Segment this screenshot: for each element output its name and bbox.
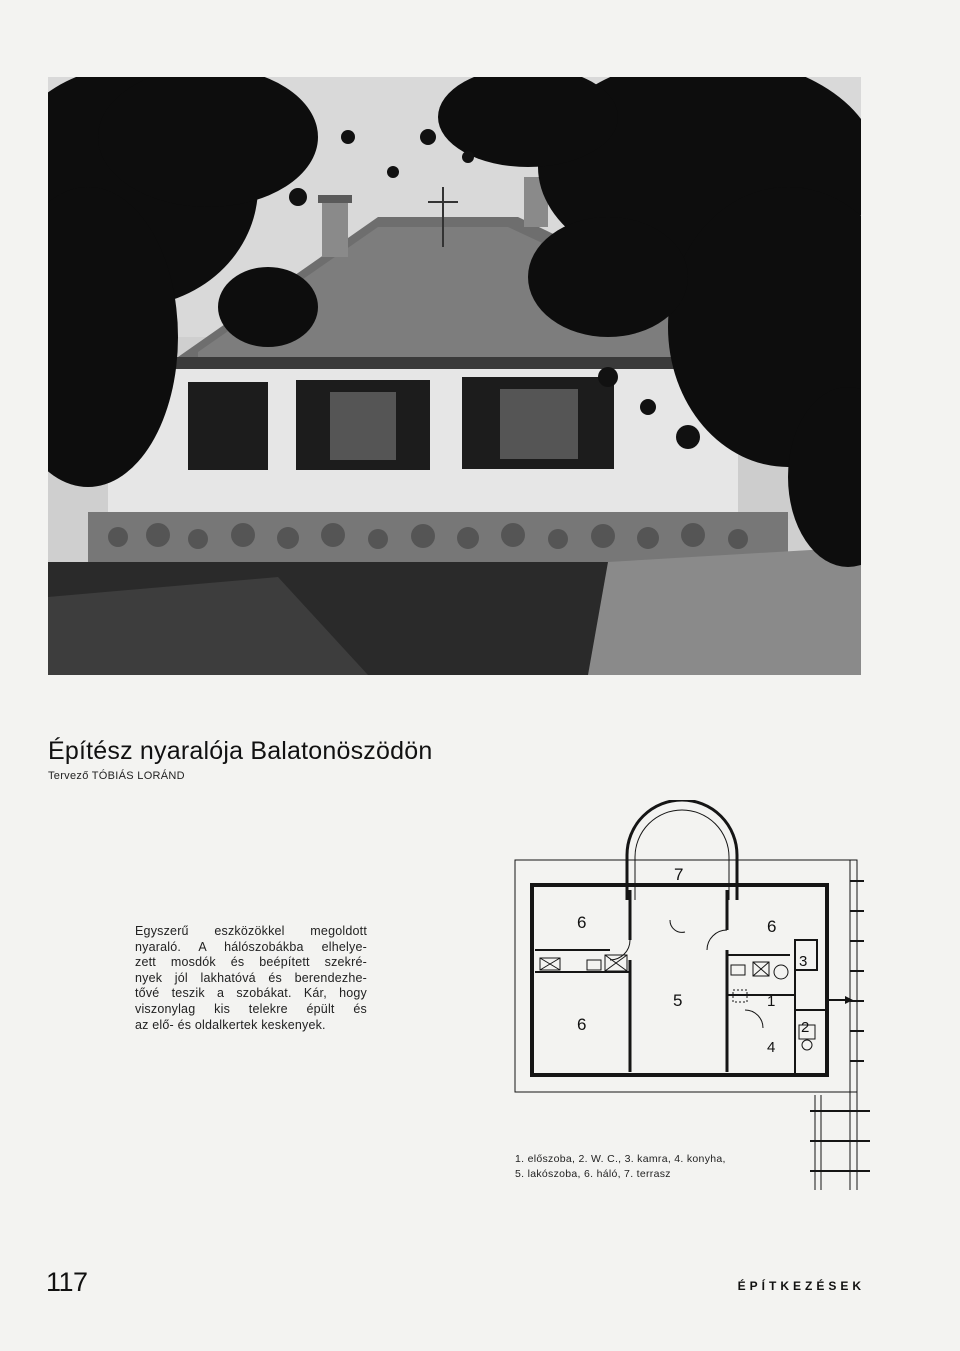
room-label-bedroom: 6 [577,1015,587,1034]
body-line: zett mosdók és beépített szekré- [135,955,367,970]
article-title: Építész nyaralója Balatonöszödön [48,737,433,765]
body-line: nyaraló. A hálószobákba elhelye- [135,939,367,954]
floor-plan [505,800,875,1195]
journal-name: ÉPÍTKEZÉSEK [737,1279,865,1293]
room-label-hall: 1 [767,993,776,1010]
room-label-wc: 2 [801,1019,810,1036]
legend-line: 5. lakószoba, 6. háló, 7. terrasz [515,1168,671,1180]
body-line: viszonylag kis telekre épült és [135,1001,367,1016]
body-line: tővé teszik a szobákat. Kár, hogy [135,986,367,1001]
room-label-pantry: 3 [799,953,808,970]
article-subtitle: Tervező TÓBIÁS LORÁND [48,770,185,782]
room-label-bedroom: 6 [577,913,587,932]
article-body [135,924,367,1033]
legend-line: 1. előszoba, 2. W. C., 3. kamra, 4. konyha, [515,1153,726,1165]
room-label-living: 5 [673,991,683,1010]
floor-plan-drawing [505,800,875,1195]
house-photo [48,77,861,675]
body-line: nyek jól lakhatóvá és berendezhe- [135,970,367,985]
house-photo-image [48,77,861,675]
room-label-terrace: 7 [674,865,684,884]
page-number: 117 [46,1267,88,1297]
room-label-bedroom: 6 [767,917,777,936]
plan-legend [515,1152,726,1182]
room-label-kitchen: 4 [767,1039,776,1056]
body-line: az elő- és oldalkertek keskenyek. [135,1017,326,1032]
body-line: Egyszerű eszközökkel megoldott [135,924,367,938]
